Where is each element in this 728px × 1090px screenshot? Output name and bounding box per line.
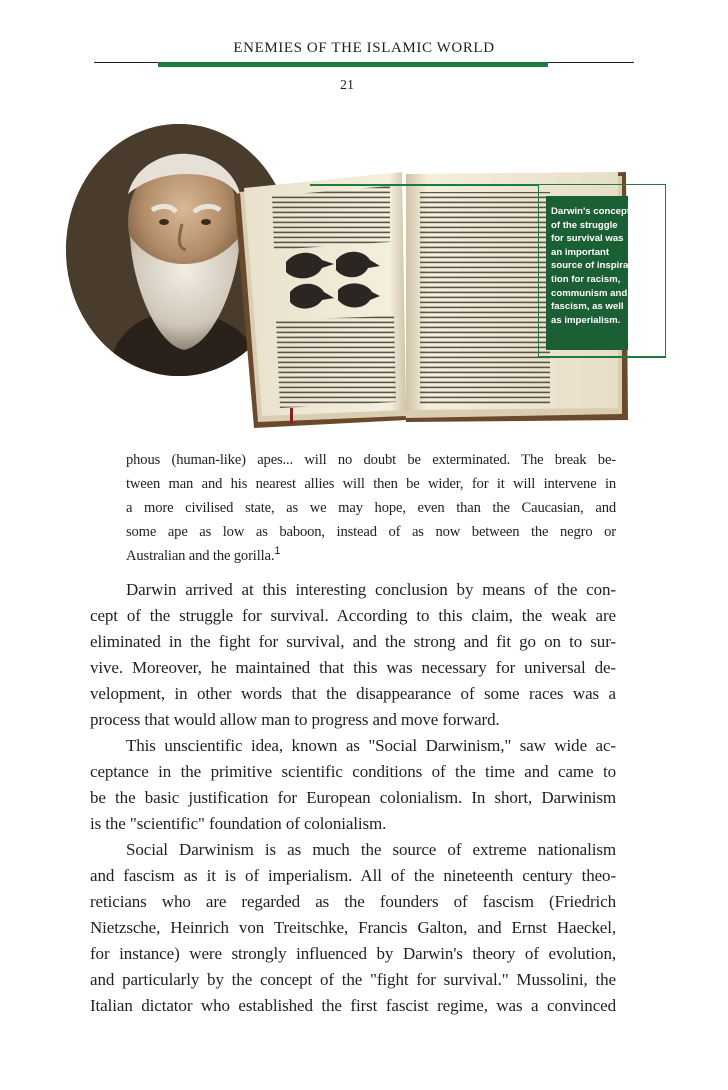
caption-line: source of inspira-: [551, 260, 632, 272]
quote-line: a more civilised state, as we may hope, even than the Caucasian, and: [126, 500, 616, 516]
paragraph-line: process that would allow man to progress and move forward.: [90, 710, 500, 729]
paragraph-line: vive. Moreover, he maintained that this was necessary for universal de-: [90, 658, 616, 677]
caption-line: tion for racism,: [551, 273, 621, 285]
paragraph-line: be the basic justification for European colonialism. In short, Darwinism: [90, 788, 616, 807]
paragraph-line: Italian dictator who established the first fascist regime, was a convinced: [90, 996, 616, 1015]
callout-lead-line: [310, 184, 538, 186]
header-accent-bar: [158, 62, 548, 67]
paragraph-line: Social Darwinism is as much the source of extreme nationalism: [126, 840, 616, 859]
paragraph-line: is the "scientific" foundation of colonialism.: [90, 814, 387, 833]
paragraph-line: velopment, in other words that the disappearance of some races was a: [90, 684, 616, 703]
paragraph-line: reticians who are regarded as the founders of fascism (Friedrich: [90, 892, 616, 911]
paragraph-line: ceptance in the primitive scientific conditions of the time and came to: [90, 762, 616, 781]
paragraph-line: and fascism as it is of imperialism. All of the nineteenth century theo-: [90, 866, 616, 885]
caption-line: of the struggle: [551, 219, 618, 231]
paragraph-line: This unscientific idea, known as "Social Darwinism," saw wide ac-: [126, 736, 616, 755]
caption-line: communism and: [551, 287, 628, 299]
paragraph-line: and particularly by the concept of the "fight for survival." Mussolini, the: [90, 970, 616, 989]
quote-line: Australian and the gorilla.: [126, 548, 275, 564]
caption-line: Darwin's concept: [551, 206, 631, 217]
caption-line: as imperialism.: [551, 314, 621, 326]
illustration-caption: [551, 205, 659, 327]
caption-line: an important: [551, 246, 610, 258]
caption-line: fascism, as well: [551, 301, 624, 313]
paragraph-line: eliminated in the fight for survival, and the strong and fit go on to sur-: [90, 632, 616, 651]
quote-last-line: [126, 545, 616, 565]
paragraph-line: cept of the struggle for survival. According to this claim, the weak are: [90, 606, 616, 625]
running-head: ENEMIES OF THE ISLAMIC WORLD: [233, 40, 495, 56]
page-number: 21: [340, 78, 354, 93]
quote-line: tween man and his nearest allies will then be wider, for it will intervene in: [126, 476, 616, 492]
footnote-marker[interactable]: 1: [274, 545, 281, 558]
paragraph-line: for instance) were strongly influenced by Darwin's theory of evolution,: [90, 944, 616, 963]
paragraph-line: Darwin arrived at this interesting conclusion by means of the con-: [126, 580, 616, 599]
caption-line: for survival was: [551, 233, 624, 245]
quote-line: some ape as low as baboon, instead of as now between the negro or: [126, 524, 616, 540]
paragraph-line: Nietzsche, Heinrich von Treitschke, Francis Galton, and Ernst Haeckel,: [90, 918, 616, 937]
quote-line: phous (human-like) apes... will no doubt be exterminated. The break be-: [126, 452, 616, 468]
callout-bottom-line: [538, 356, 666, 358]
